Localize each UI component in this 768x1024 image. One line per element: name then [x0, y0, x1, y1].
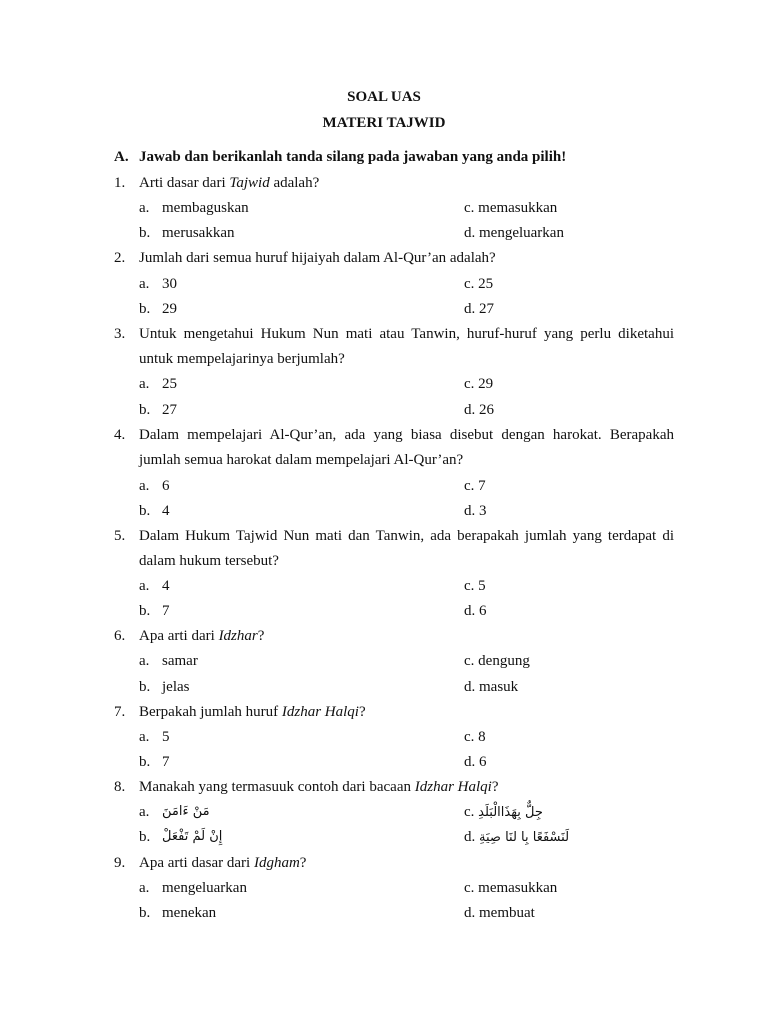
option-c[interactable] [464, 803, 543, 822]
option-b[interactable]: menekan [162, 905, 217, 921]
question-text [139, 854, 674, 872]
question-text [139, 627, 674, 645]
option-d[interactable] [464, 828, 569, 847]
option-b-label: b. [139, 503, 151, 519]
option-c-label: c. [464, 804, 475, 820]
option-b[interactable]: 7 [162, 754, 170, 770]
option-d[interactable]: d. masuk [464, 679, 519, 695]
option-a-label: a. [139, 729, 150, 745]
option-c[interactable]: c. 25 [464, 276, 494, 292]
option-b[interactable]: 27 [162, 402, 177, 418]
question-number: 2. [114, 250, 126, 266]
option-b[interactable]: إِنْ لَمْ تَفْعَلْ [162, 829, 223, 844]
question-text-line-1: Untuk mengetahui Hukum Nun mati atau Tanwin, huruf-huruf yang perlu diketahui [139, 326, 674, 342]
question-text-part: Apa arti dari [139, 628, 219, 644]
option-a-label: a. [139, 578, 150, 594]
option-b[interactable]: merusakkan [162, 225, 235, 241]
question-text-part: Berpakah jumlah huruf [139, 704, 282, 720]
option-b-label: b. [139, 402, 151, 418]
option-d[interactable]: d. 6 [464, 603, 487, 619]
option-b[interactable]: jelas [162, 679, 190, 695]
option-d[interactable]: d. 27 [464, 301, 494, 317]
option-b-label: b. [139, 679, 151, 695]
option-d[interactable]: d. membuat [464, 905, 535, 921]
option-d[interactable]: d. 6 [464, 754, 487, 770]
question-text-line-1: Dalam Hukum Tajwid Nun mati dan Tanwin, ada berapakah jumlah yang terdapat di [139, 528, 674, 544]
option-a[interactable]: samar [162, 653, 198, 669]
option-b-label: b. [139, 301, 151, 317]
option-b-label: b. [139, 603, 151, 619]
question-text-part: ? [358, 704, 366, 720]
option-c[interactable]: c. memasukkan [464, 880, 558, 896]
question-text-part: ? [257, 628, 265, 644]
option-c[interactable]: c. 7 [464, 478, 486, 494]
question-number: 1. [114, 175, 126, 191]
option-a-label: a. [139, 880, 150, 896]
question-text-part: Manakah yang termasuuk contoh dari bacaan [139, 779, 415, 795]
option-b[interactable]: 4 [162, 503, 170, 519]
option-a-label: a. [139, 200, 150, 216]
option-a[interactable]: 25 [162, 376, 177, 392]
option-c[interactable]: c. memasukkan [464, 200, 558, 216]
question-text-part: ? [299, 855, 307, 871]
question-term: Idzhar [218, 628, 258, 644]
option-d[interactable]: d. 3 [464, 503, 487, 519]
question-text-line-1: Dalam mempelajari Al-Qur’an, ada yang biasa disebut dengan harokat. Berapakah [139, 427, 674, 443]
question-number: 8. [114, 779, 126, 795]
question-number: 6. [114, 628, 126, 644]
option-d-text: لَنَسْفَعًا بِا لنَا صِيَةِ [479, 830, 570, 845]
question-term: Tajwid [229, 175, 270, 191]
question-text [139, 174, 674, 192]
option-b-label: b. [139, 829, 151, 845]
section-label: A. [114, 149, 129, 165]
question-text [139, 703, 674, 721]
question-text-line-2: jumlah semua harokat dalam mempelajari Al-Qur’an? [139, 452, 464, 468]
option-a[interactable]: 5 [162, 729, 170, 745]
option-a[interactable]: 6 [162, 478, 170, 494]
option-a-label: a. [139, 478, 150, 494]
question-text-line-2: dalam hukum tersebut? [139, 553, 279, 569]
option-a-label: a. [139, 804, 150, 820]
question-number: 9. [114, 855, 126, 871]
option-d[interactable]: d. mengeluarkan [464, 225, 564, 241]
document-title: SOAL UAS [347, 89, 421, 105]
option-d[interactable]: d. 26 [464, 402, 494, 418]
question-text [139, 778, 674, 796]
question-number: 3. [114, 326, 126, 342]
question-term: Idzhar Halqi [414, 779, 492, 795]
option-a-label: a. [139, 376, 150, 392]
question-text-part: Arti dasar dari [139, 175, 230, 191]
question-text: Jumlah dari semua huruf hijaiyah dalam Al-Qur’an adalah? [139, 250, 496, 266]
option-b-label: b. [139, 225, 151, 241]
question-number: 4. [114, 427, 126, 443]
option-a-label: a. [139, 653, 150, 669]
option-d-label: d. [464, 829, 476, 845]
option-b-label: b. [139, 754, 151, 770]
option-a[interactable]: 30 [162, 276, 177, 292]
option-a-label: a. [139, 276, 150, 292]
question-number: 7. [114, 704, 126, 720]
document-subtitle: MATERI TAJWID [322, 115, 446, 131]
question-text-part: adalah? [269, 175, 320, 191]
section-instruction: Jawab dan berikanlah tanda silang pada jawaban yang anda pilih! [139, 149, 567, 165]
option-c-text: جِلٌّ بِهَذَاالْبَلَدِ [478, 805, 543, 820]
question-text-part: Apa arti dasar dari [139, 855, 254, 871]
option-c[interactable]: c. dengung [464, 653, 530, 669]
option-c[interactable]: c. 5 [464, 578, 486, 594]
option-a[interactable]: mengeluarkan [162, 880, 247, 896]
option-c[interactable]: c. 8 [464, 729, 486, 745]
question-term: Idzhar Halqi [281, 704, 359, 720]
option-c[interactable]: c. 29 [464, 376, 494, 392]
question-term: Idgham [253, 855, 300, 871]
option-b[interactable]: 29 [162, 301, 177, 317]
question-text-part: ? [491, 779, 499, 795]
option-b[interactable]: 7 [162, 603, 170, 619]
option-a[interactable]: مَنْ ءَامَنَ [162, 804, 210, 819]
option-a[interactable]: 4 [162, 578, 170, 594]
option-a[interactable]: membaguskan [162, 200, 249, 216]
option-b-label: b. [139, 905, 151, 921]
question-number: 5. [114, 528, 126, 544]
question-text-line-2: untuk mempelajarinya berjumlah? [139, 351, 345, 367]
